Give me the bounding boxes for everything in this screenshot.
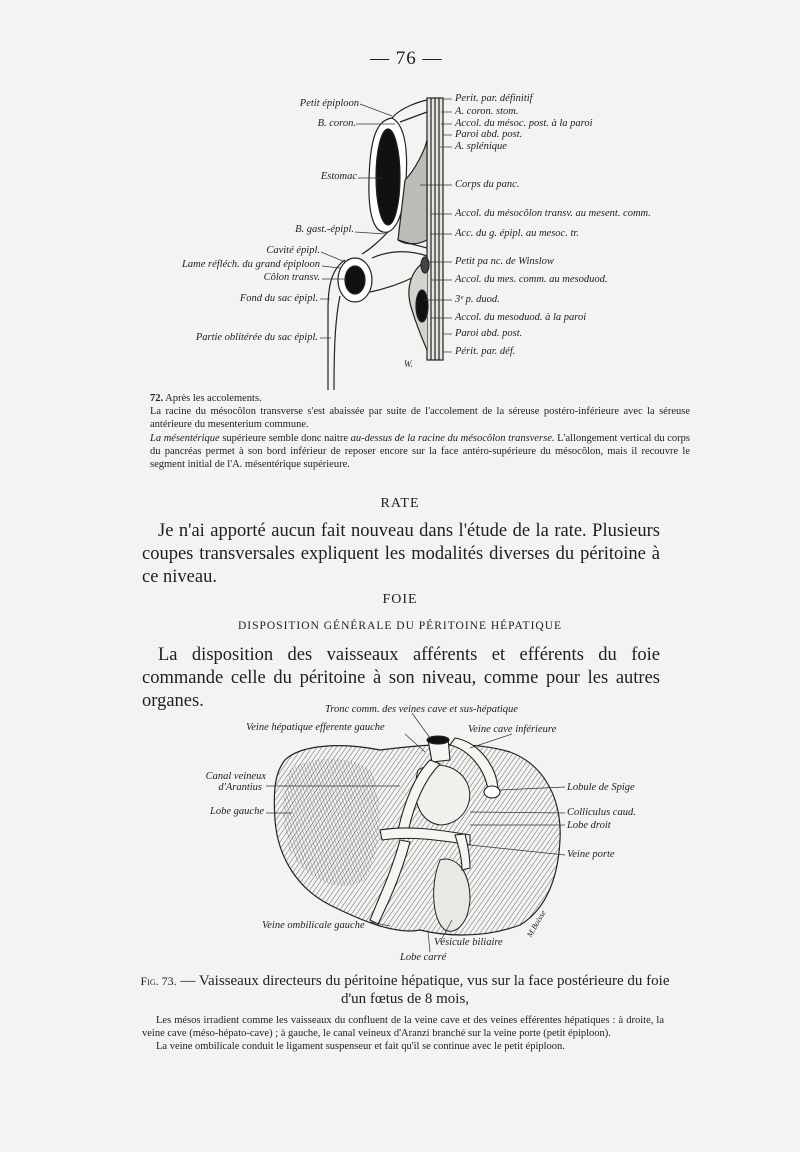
caption-72-title: Après les accolements. — [165, 393, 262, 404]
page-number: — 76 — — [370, 48, 443, 69]
label-paroi-abd-post-1: Paroi abd. post. — [455, 129, 523, 140]
label-canal-veineux-1: Canal veineux — [205, 771, 266, 782]
label-colliculus: Colliculus caud. — [567, 807, 636, 818]
label-accol-mesoc-post: Accol. du mésoc. post. à la paroi — [455, 118, 593, 129]
figure-73-signature: M.Boisse — [525, 908, 548, 939]
foie-text: La disposition des vaisseaux afférents et efférents du foie commande celle du péritoine à son niveau, comme pour les autres organes. — [142, 645, 660, 711]
label-duod: 3ᵉ p. duod. — [455, 294, 500, 305]
label-fond-sac: Fond du sac épipl. — [239, 293, 318, 304]
label-perit-par-def: Périt. par. déf. — [455, 346, 516, 357]
label-accol-mes-comm: Accol. du mes. comm. au mesoduod. — [455, 274, 608, 285]
label-lobule-spige: Lobule de Spige — [567, 782, 635, 793]
label-acc-g-epipl: Acc. du g. épipl. au mesoc. tr. — [455, 228, 579, 239]
label-accol-mesoduod: Accol. du mesoduod. à la paroi — [455, 312, 587, 323]
subheading-disposition: DISPOSITION GÉNÉRALE DU PÉRITOINE HÉPATIQUE — [237, 620, 563, 632]
label-lobe-droit: Lobe droit — [567, 820, 611, 831]
heading-foie: FOIE — [382, 592, 418, 607]
label-veine-porte: Veine porte — [567, 849, 615, 860]
label-veine-cave-inf: Veine cave inférieure — [468, 724, 557, 735]
label-petit-pa-nc: Petit pa nc. de Winslow — [455, 256, 554, 267]
note-2: La veine ombilicale conduit le ligament suspenseur et fait qu'il se continue avec le petit épiploon. — [156, 1041, 565, 1052]
label-colon-transv: Côlon transv. — [263, 272, 320, 283]
label-b-coron: B. coron. — [317, 118, 356, 129]
note-1: Les mésos irradient comme les vaisseaux du confluent de la veine cave et des veines efférentes hépatiques : à droite, la veine cave (méso-hépato-cave) ; à gauche, le canal veineux d'Aranzi branché sur la veine porte (petit épiploon). — [142, 1015, 664, 1039]
label-lame-reflech: Lame réfléch. du grand épiploon — [182, 259, 320, 270]
label-corps-panc: Corps du panc. — [455, 179, 520, 190]
caption-72-line1: La racine du mésocôlon transverse s'est abaissée par suite de l'accolement de la séreuse postéro-inférieure avec la séreuse antérieure du mesenterium commune. — [150, 406, 690, 431]
label-canal-veineux-2: d'Arantius — [218, 782, 262, 793]
caption-73-text: — Vaisseaux directeurs du péritoine hépatique, vus sur la face postérieure du foie d'un fœtus de 8 mois, — [180, 973, 670, 1007]
caption-72-italic: au-dessus de la racine du mésocôlon transverse. — [350, 432, 555, 444]
label-veine-hep-eff: Veine hépatique efferente gauche — [246, 722, 385, 733]
caption-73-fig: Fig. 73. — [140, 974, 177, 988]
label-veine-ombil: Veine ombilicale gauche — [262, 920, 365, 931]
caption-72-number: 72. — [150, 393, 164, 404]
figure-73-caption — [140, 972, 670, 1008]
heading-rate: RATE — [380, 496, 420, 511]
label-petit-epiploon: Petit épiploon — [299, 98, 359, 109]
label-vesicule: Vésicule biliaire — [434, 937, 503, 948]
caption-72-end: L'allongement vertical du corps du pancréas permet à son bord inférieur de reposer encore sur la face antéro-supérieure du mésocôlon, mais il recouvre le segment initial de l'A. mésentérique supérieure. — [150, 432, 690, 471]
label-lobe-carre: Lobe carré — [400, 952, 447, 963]
label-perit-par-definitif: Perit. par. définitif — [455, 93, 533, 104]
figure-72-signature: W. — [404, 359, 413, 369]
label-a-coron-stom: A. coron. stom. — [455, 106, 519, 117]
label-cavite-epipl: Cavité épipl. — [266, 245, 320, 256]
label-lobe-gauche: Lobe gauche — [210, 806, 264, 817]
label-b-gast-epipl: B. gast.-épipl. — [295, 224, 354, 235]
caption-72-mid: supérieure semble donc naitre — [219, 432, 351, 444]
figure-73-notes — [142, 1014, 664, 1053]
label-estomac: Estomac — [320, 171, 357, 182]
rate-text: Je n'ai apporté aucun fait nouveau dans l'étude de la rate. Plusieurs coupes transversales expliquent les modalités diverses du péritoine à ce niveau. — [142, 521, 660, 587]
label-paroi-abd-post-2: Paroi abd. post. — [455, 328, 523, 339]
caption-72-italic-start: La mésentérique — [150, 432, 220, 444]
label-tronc-comm: Tronc comm. des veines cave et sus-hépatique — [325, 704, 518, 715]
label-accol-mesocolon: Accol. du mésocôlon transv. au mesent. comm. — [455, 208, 651, 219]
label-a-splenique: A. splénique — [455, 141, 507, 152]
label-partie-obliteree: Partie oblitérée du sac épipl. — [195, 332, 318, 343]
